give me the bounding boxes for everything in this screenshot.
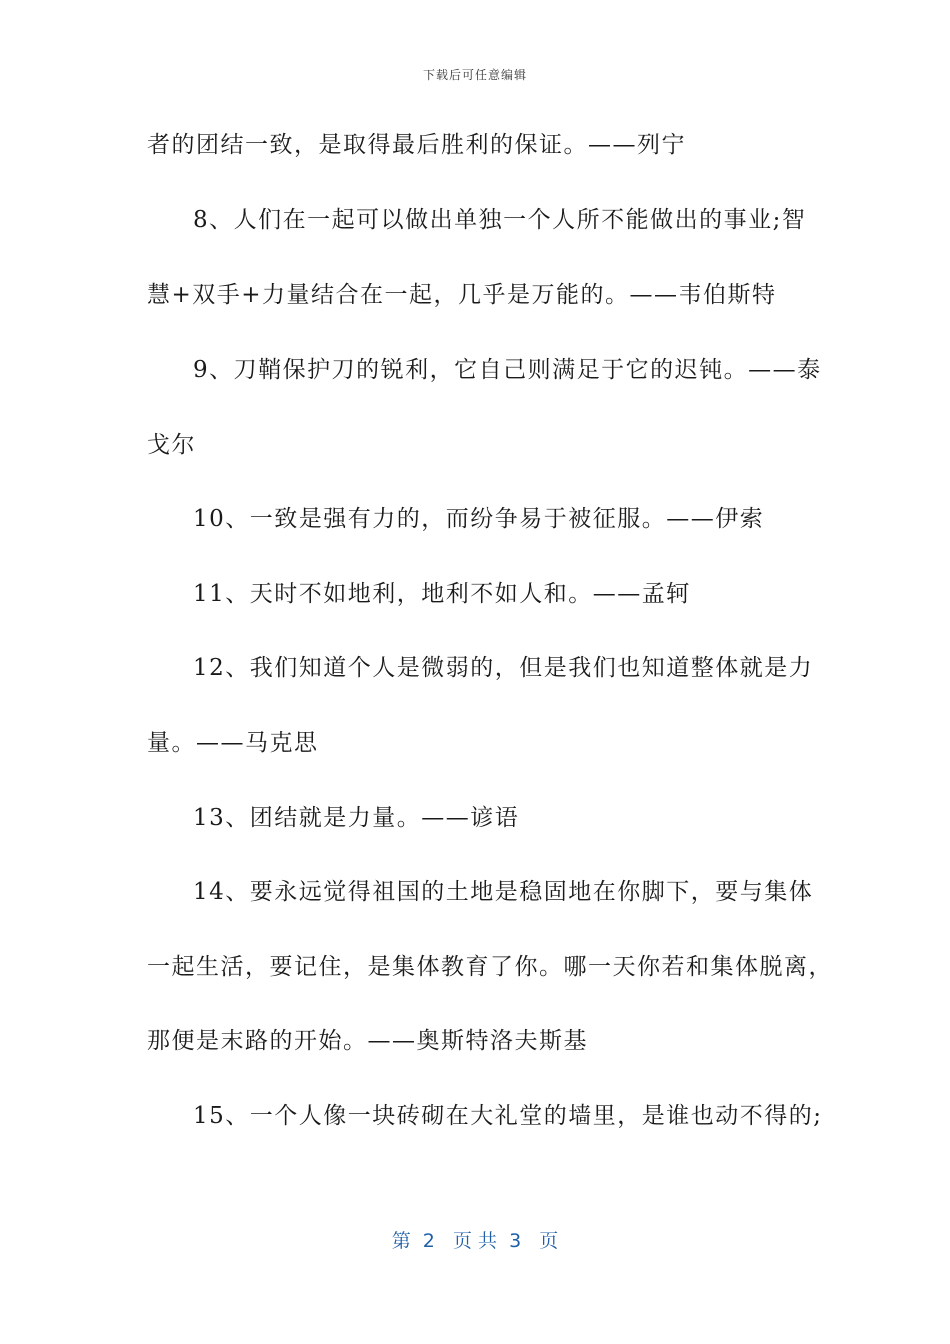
text-line: 戈尔 bbox=[147, 432, 196, 458]
text-line: 8、人们在一起可以做出单独一个人所不能做出的事业;智 bbox=[193, 207, 807, 233]
text-line: 10、一致是强有力的，而纷争易于被征服。——伊索 bbox=[193, 506, 765, 532]
page-footer: 第 2 页 共 3 页 bbox=[391, 1230, 559, 1252]
text-line: 量。——马克思 bbox=[147, 730, 319, 756]
text-line: 9、刀鞘保护刀的锐利，它自己则满足于它的迟钝。——泰 bbox=[193, 357, 822, 383]
text-line: 13、团结就是力量。——谚语 bbox=[193, 805, 520, 831]
text-line: 者的团结一致，是取得最后胜利的保证。——列宁 bbox=[147, 132, 686, 158]
text-line: 15、一个人像一块砖砌在大礼堂的墙里，是谁也动不得的; bbox=[193, 1103, 823, 1129]
text-line: 12、我们知道个人是微弱的，但是我们也知道整体就是力 bbox=[193, 655, 814, 681]
text-line: 慧+双手+力量结合在一起，几乎是万能的。——韦伯斯特 bbox=[147, 282, 777, 308]
page-header: 下载后可任意编辑 bbox=[422, 68, 527, 82]
text-line: 14、要永远觉得祖国的土地是稳固地在你脚下，要与集体 bbox=[193, 879, 814, 905]
text-line: 那便是末路的开始。——奥斯特洛夫斯基 bbox=[147, 1028, 588, 1054]
text-line: 一起生活，要记住，是集体教育了你。哪一天你若和集体脱离， bbox=[147, 954, 833, 980]
text-line: 11、天时不如地利，地利不如人和。——孟轲 bbox=[193, 581, 691, 607]
